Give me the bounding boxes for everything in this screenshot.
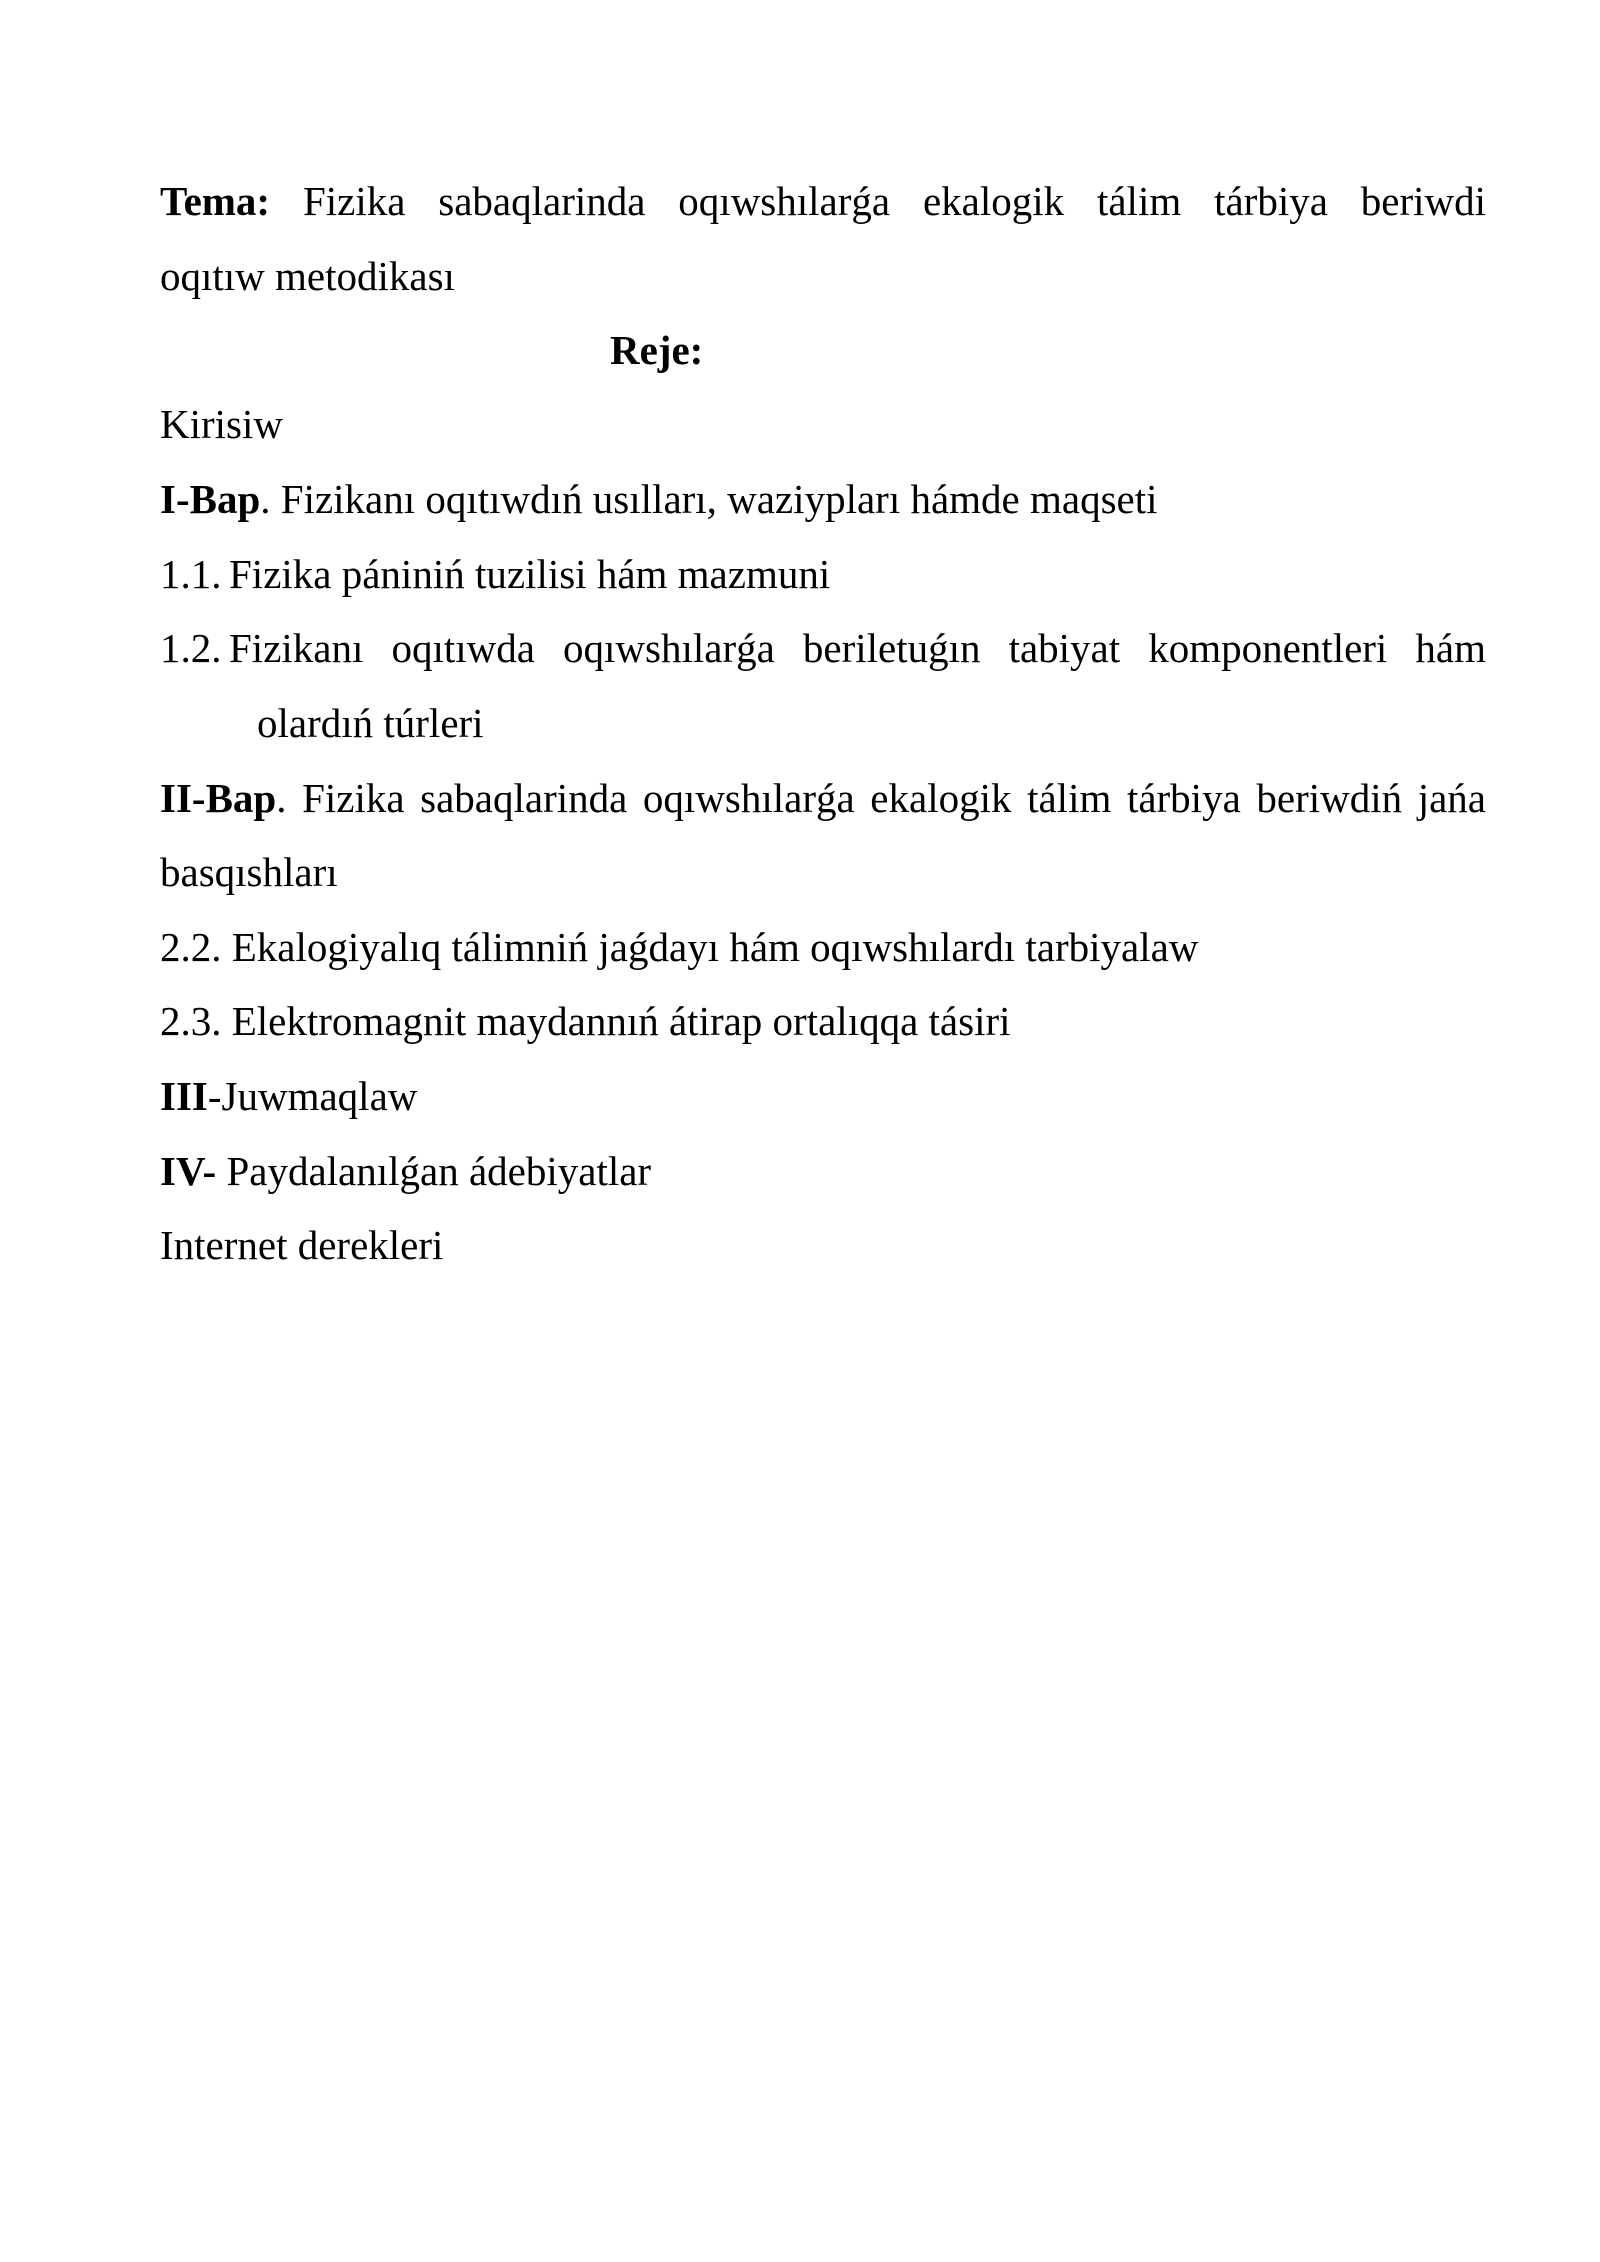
topic-line-1 (160, 176, 1486, 226)
plan-item-chapter-1 (160, 474, 1158, 524)
chapter-1-title: . Fizikanı oqıtıwdıń usılları, waziypları hámde maqseti (260, 476, 1158, 522)
topic-line-2: oqıtıw metodikası (160, 253, 455, 299)
plan-item-1-1 (160, 549, 830, 599)
topic-label: Tema: (160, 178, 271, 224)
plan-item-2-2: 2.2. Ekalogiyalıq tálimniń jaǵdayı hám oqıwshılardı tarbiyalaw (160, 924, 1199, 970)
topic-text: Fizika sabaqlarinda oqıwshılarǵa ekalogik tálim tárbiya beriwdi (302, 178, 1487, 224)
chapter-2-title: . Fizika sabaqlarinda oqıwshılarǵa ekalogik tálim tárbiya beriwdiń jańa (276, 775, 1486, 821)
document-page (160, 0, 1486, 2262)
references-title: Paydalanılǵan ádebiyatlar (216, 1148, 652, 1194)
item-number: 1.2. (160, 625, 222, 671)
conclusion-label: III (160, 1073, 208, 1119)
chapter-2-label: II-Bap (160, 775, 277, 821)
plan-item-1-2-continued: olardıń túrleri (257, 700, 484, 746)
references-label: IV- (160, 1148, 217, 1194)
plan-item-introduction: Kirisiw (160, 401, 283, 447)
plan-item-1-2 (160, 623, 1486, 673)
item-number: 1.1. (160, 551, 222, 597)
plan-item-chapter-2-continued: basqıshları (160, 849, 338, 895)
item-title: Fizika pániniń tuzilisi hám mazmuni (229, 551, 831, 597)
plan-item-references (160, 1146, 651, 1196)
plan-item-2-3: 2.3. Elektromagnit maydannıń átirap ortalıqqa tásiri (160, 998, 1011, 1044)
plan-item-internet-sources: Internet derekleri (160, 1222, 444, 1268)
plan-item-chapter-2 (160, 773, 1486, 823)
item-title: Fizikanı oqıtıwda oqıwshılarǵa beriletuǵın tabiyat komponentleri hám (229, 625, 1486, 671)
plan-heading: Reje: (610, 327, 704, 373)
chapter-1-label: I-Bap (160, 476, 261, 522)
conclusion-title: -Juwmaqlaw (207, 1073, 418, 1119)
plan-item-conclusion (160, 1071, 417, 1121)
